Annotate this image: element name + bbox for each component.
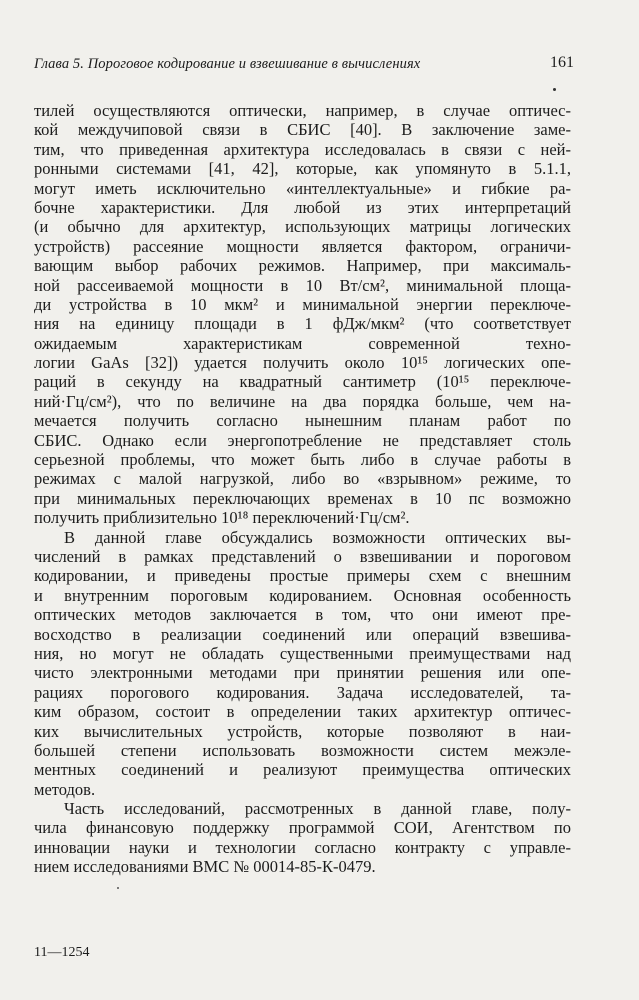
text-line: числений в рамках представлений о взвешивании и пороговом [34, 546, 571, 566]
text-line: нием исследованиями ВМС № 00014-85-К-0479. [34, 857, 376, 877]
text-line: получить приблизительно 10¹⁸ переключений·Гц/см². [34, 508, 410, 528]
text-line: ожидаемым характеристикам современной техно- [34, 333, 571, 353]
text-line: тим, что приведенная архитектура исследовалась в связи с ней- [34, 139, 571, 159]
text-line: методов. [34, 779, 96, 799]
body-text [34, 101, 571, 877]
text-line: ди устройства в 10 мкм² и минимальной энергии переключе- [34, 294, 571, 314]
text-line: ронными системами [41, 42], которые, как упомянуто в 5.1.1, [34, 159, 571, 179]
text-line: ких вычислительных устройств, которые позволяют в наи- [34, 721, 571, 741]
text-line: ния, но могут не обладать существенными преимуществами над [34, 643, 571, 663]
running-title: Глава 5. Пороговое кодирование и взвешивание в вычислениях [34, 56, 421, 72]
text-line: и внутренним пороговым кодированием. Основная особенность [34, 585, 571, 605]
text-line: ний·Гц/см²), что по величине на два порядка больше, чем на- [34, 391, 571, 411]
text-line: Часть исследований, рассмотренных в данной главе, полу- [64, 799, 571, 819]
text-line: вающим выбор рабочих режимов. Например, при максималь- [34, 256, 571, 276]
paragraph [34, 101, 571, 528]
text-line: чисто электронными методами при принятии решения или опе- [34, 663, 571, 683]
text-line: ким образом, состоит в определении таких архитектур оптичес- [34, 702, 571, 722]
text-line: чила финансовую поддержку программой СОИ, Агентством по [34, 818, 571, 838]
text-line: могут иметь исключительно «интеллектуальные» и гибкие ра- [34, 178, 571, 198]
text-line: режимах с малой нагрузкой, либо во «взрывном» режиме, то [34, 469, 571, 489]
text-line: СБИС. Однако если энергопотребление не представляет столь [34, 430, 571, 450]
text-line: большей степени использовать возможности систем межэле- [34, 740, 571, 760]
text-line: устройств) рассеяние мощности является фактором, ограничи- [34, 236, 571, 256]
text-line: логии GaAs [32]) удается получить около 10¹⁵ логических опе- [34, 353, 571, 373]
text-line: раций в секунду на квадратный сантиметр (10¹⁵ переключе- [34, 372, 571, 392]
text-line: восходство в реализации соединений или операций взвешива- [34, 624, 571, 644]
paragraph [34, 528, 571, 799]
text-line: кой междучиповой связи в СБИС [40]. В заключение заме- [34, 120, 571, 140]
page-number: 161 [550, 54, 574, 71]
signature-mark: 11—1254 [34, 945, 90, 960]
text-line: инновации науки и технологии согласно контракту с управле- [34, 837, 571, 857]
text-line: бочне характеристики. Для любой из этих интерпретаций [34, 197, 571, 217]
text-line: оптических методов заключается в том, что они имеют пре- [34, 605, 571, 625]
paragraph [34, 799, 571, 877]
text-line: при минимальных переключающих временах в 10 пс возможно [34, 488, 571, 508]
text-line: тилей осуществляются оптически, например, в случае оптичес- [34, 101, 571, 120]
text-line: ментных соединений и реализуют преимущества оптических [34, 760, 571, 780]
text-line: серьезной проблемы, что может быть либо в случае работы в [34, 450, 571, 470]
page-header [34, 56, 574, 78]
print-speck [553, 88, 556, 91]
text-line: кодировании, и приведены простые примеры схем с внешним [34, 566, 571, 586]
text-line: рациях порогового кодирования. Задача исследователей, та- [34, 682, 571, 702]
text-line: (и обычно для архитектур, использующих матрицы логических [34, 217, 571, 237]
text-line: В данной главе обсуждались возможности оптических вы- [64, 527, 571, 547]
text-line: мечается получить согласно нынешним планам работ по [34, 411, 571, 431]
text-line: ной рассеиваемой мощности в 10 Вт/см², минимальной площа- [34, 275, 571, 295]
text-line: ния на единицу площади в 1 фДж/мкм² (что соответствует [34, 314, 571, 334]
print-speck [117, 887, 119, 889]
